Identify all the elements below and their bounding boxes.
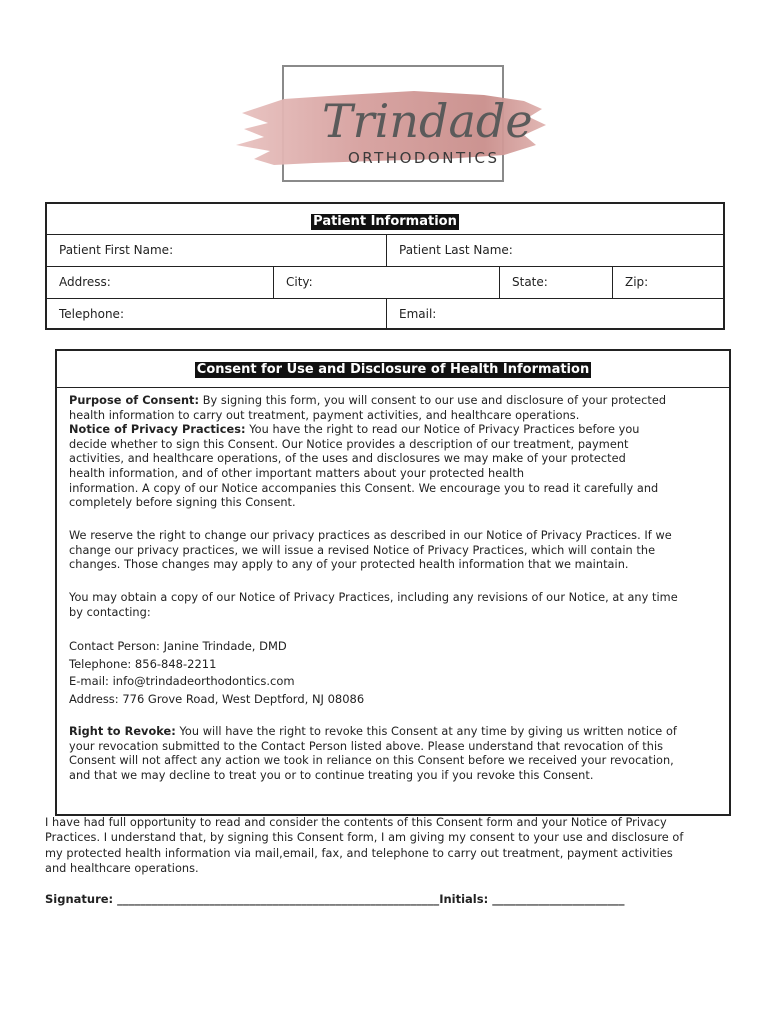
- acknowledgement-text: Practices. I understand that, by signing this Consent form, I am giving my consent to your use and disclosure of: [45, 831, 684, 845]
- reserve-paragraph: [69, 529, 709, 573]
- last-name-field[interactable]: [386, 235, 723, 267]
- notice-text: activities, and healthcare operations, of the uses and disclosures we may make of your protected: [69, 452, 626, 466]
- signature-line[interactable]: ________________________________________________________: [113, 892, 440, 906]
- notice-text: health information, and of other important matters about your protected health: [69, 466, 525, 480]
- telephone-label: Telephone:: [59, 307, 124, 321]
- acknowledgement-text: and healthcare operations.: [45, 862, 199, 876]
- city-label: City:: [286, 275, 313, 289]
- email-field[interactable]: [386, 299, 723, 329]
- name-row: [47, 234, 723, 267]
- revoke-label: Right to Revoke:: [69, 725, 176, 738]
- contact-email: E-mail: info@trindadeorthodontics.com: [69, 674, 295, 688]
- city-field[interactable]: [273, 267, 499, 299]
- consent-header: [57, 351, 729, 388]
- last-name-label: Patient Last Name:: [399, 243, 513, 257]
- contact-address: Address: 776 Grove Road, West Deptford, NJ 08086: [69, 691, 365, 706]
- consent-title: Consent for Use and Disclosure of Health Information: [196, 362, 590, 377]
- address-row: [47, 266, 723, 299]
- revoke-paragraph: [69, 725, 709, 783]
- contact-telephone: Telephone: 856-848-2211: [69, 656, 217, 671]
- email-label: Email:: [399, 307, 437, 321]
- acknowledgement-paragraph: [45, 815, 735, 877]
- purpose-text: By signing this form, you will consent to our use and disclosure of your protected: [199, 394, 667, 407]
- revoke-text: and that we may decline to treat you or to continue treating you if you revoke this Consent.: [69, 768, 594, 782]
- notice-text: completely before signing this Consent.: [69, 496, 296, 510]
- obtain-text: You may obtain a copy of our Notice of Privacy Practices, including any revisions of our Notice, at any time: [69, 591, 678, 604]
- state-label: State:: [512, 275, 548, 289]
- patient-information-table: [45, 202, 725, 330]
- signature-label: Signature:: [45, 892, 114, 906]
- patient-information-heading: [47, 210, 723, 230]
- telephone-field[interactable]: [47, 299, 386, 329]
- notice-text: decide whether to sign this Consent. Our Notice provides a description of our treatment, payment: [69, 437, 629, 451]
- logo-script-text: Trindade: [322, 94, 533, 148]
- purpose-paragraph: [69, 394, 709, 511]
- practice-logo: [282, 65, 533, 182]
- purpose-label: Purpose of Consent:: [69, 394, 200, 407]
- contact-row: [47, 298, 723, 329]
- notice-text: information. A copy of our Notice accompanies this Consent. We encourage you to read it carefully and: [69, 481, 659, 495]
- consent-heading: [57, 358, 729, 378]
- revoke-text: You will have the right to revoke this Consent at any time by giving us written notice of: [175, 725, 677, 738]
- obtain-text: by contacting:: [69, 605, 151, 619]
- state-field[interactable]: [499, 267, 612, 299]
- reserve-text: changes. Those changes may apply to any of your protected health information that we maintain.: [69, 558, 629, 572]
- logo-sub-text: ORTHODONTICS: [348, 149, 500, 167]
- contact-block: [69, 638, 709, 708]
- zip-field[interactable]: [612, 267, 723, 299]
- acknowledgement-text: I have had full opportunity to read and consider the contents of this Consent form and your Notice of Privacy: [45, 816, 667, 829]
- consent-section: [55, 349, 731, 816]
- initials-line[interactable]: _______________________: [488, 892, 625, 906]
- patient-information-title: Patient Information: [313, 214, 457, 229]
- reserve-text: change our privacy practices, we will issue a revised Notice of Privacy Practices, which will contain the: [69, 543, 656, 557]
- revoke-text: your revocation submitted to the Contact Person listed above. Please understand that revocation of this: [69, 739, 664, 753]
- first-name-label: Patient First Name:: [59, 243, 174, 257]
- contact-person: Contact Person: Janine Trindade, DMD: [69, 639, 287, 653]
- logo-graphic: [224, 65, 574, 185]
- obtain-paragraph: [69, 591, 709, 620]
- first-name-field[interactable]: [47, 235, 386, 267]
- reserve-text: We reserve the right to change our privacy practices as described in our Notice of Privacy Practices. If we: [69, 529, 672, 542]
- address-label: Address:: [59, 275, 111, 289]
- notice-label: Notice of Privacy Practices:: [69, 423, 246, 437]
- address-field[interactable]: [47, 267, 273, 299]
- purpose-text: health information to carry out treatment, payment activities, and healthcare operations.: [69, 408, 580, 422]
- initials-label: Initials:: [439, 892, 489, 906]
- zip-label: Zip:: [625, 275, 649, 289]
- notice-text: You have the right to read our Notice of Privacy Practices before you: [245, 423, 640, 437]
- revoke-text: Consent will not affect any action we took in reliance on this Consent before we received your revocation,: [69, 754, 674, 768]
- acknowledgement-text: my protected health information via mail,email, fax, and telephone to carry out treatment, payment activities: [45, 846, 673, 860]
- signature-row: [45, 892, 735, 906]
